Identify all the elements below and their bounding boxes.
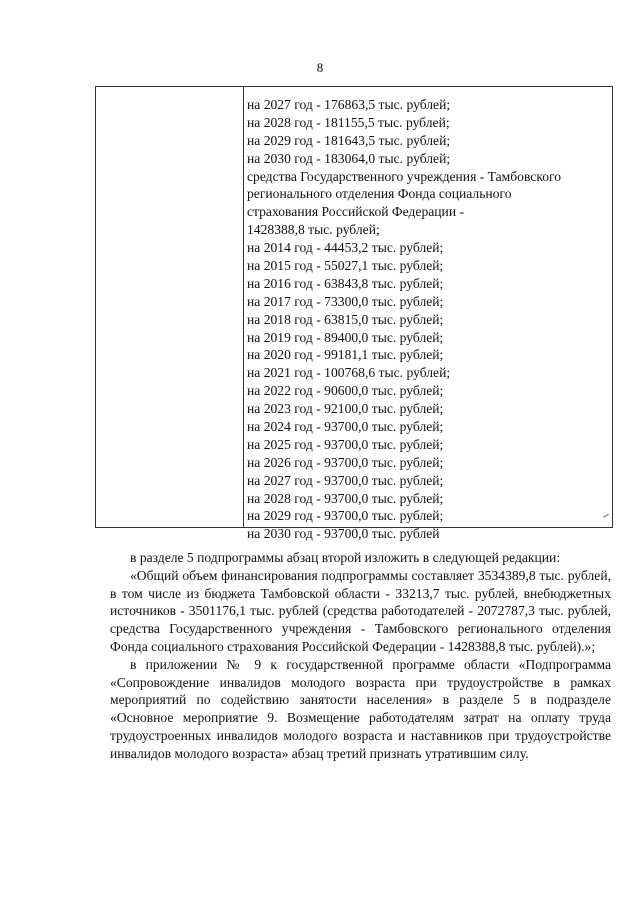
table-line: на 2025 год - 93700,0 тыс. рублей; <box>247 436 444 452</box>
table-line: на 2027 год - 176863,5 тыс. рублей; <box>247 97 451 112</box>
paragraph-financing-volume: «Общий объем финансирования подпрограммы составляет 3534389,8 тыс. рублей, в том числе из бюджета Тамбовской области - 33213,7 тыс. рублей, внебюджетных источников - 3501176,1 тыс. рублей (средства работодателей - 2072787,3 тыс. рублей, средства Государственного учреждения - Тамбовского регионального отделения Фонда социального страхования Российской Федерации - 1428388,8 тыс. рублей).»; <box>110 567 611 654</box>
table-line: на 2030 год - 93700,0 тыс. рублей <box>247 526 440 542</box>
table-line: регионального отделения Фонда социального <box>247 186 512 202</box>
table-line: на 2024 год - 93700,0 тыс. рублей; <box>247 419 444 435</box>
table-line: на 2029 год - 93700,0 тыс. рублей; <box>247 508 444 524</box>
table-line: 1428388,8 тыс. рублей; <box>247 222 380 238</box>
table-line: на 2026 год - 93700,0 тыс. рублей; <box>247 454 444 470</box>
page-number: 8 <box>316 60 324 75</box>
table-line: на 2022 год - 90600,0 тыс. рублей; <box>247 383 444 399</box>
table-line: на 2029 год - 181643,5 тыс. рублей; <box>247 132 451 148</box>
table-column-divider <box>243 86 244 528</box>
table-line: на 2017 год - 73300,0 тыс. рублей; <box>247 293 444 309</box>
table-line: страхования Российской Федерации - <box>247 204 465 220</box>
paragraph-section5-intro: в разделе 5 подпрограммы абзац второй изложить в следующей редакции: <box>130 550 561 565</box>
table-line: средства Государственного учреждения - Тамбовского <box>247 168 562 184</box>
table-line: на 2015 год - 55027,1 тыс. рублей; <box>247 258 444 274</box>
table-line: на 2019 год - 89400,0 тыс. рублей; <box>247 329 444 345</box>
document-body <box>110 549 611 763</box>
table-line: на 2020 год - 99181,1 тыс. рублей; <box>247 347 444 363</box>
table-cell-financing <box>247 96 609 543</box>
paragraph-appendix9: в приложении № 9 к государственной программе области «Подпрограмма «Сопровождение инвалидов молодого возраста при трудоустройстве в рамках мероприятий по содействию занятости населения» в разделе 5 в подразделе «Основное мероприятие 9. Возмещение работодателям затрат на оплату труда трудоустроенных инвалидов молодого возраста и наставников при трудоустройстве инвалидов молодого возраста» абзац третий признать утратившим силу. <box>110 656 611 761</box>
table-line: на 2028 год - 93700,0 тыс. рублей; <box>247 490 444 506</box>
table-line: на 2016 год - 63843,8 тыс. рублей; <box>247 275 444 291</box>
table-line: на 2030 год - 183064,0 тыс. рублей; <box>247 150 451 166</box>
table-line: на 2021 год - 100768,6 тыс. рублей; <box>247 365 451 381</box>
table-line: на 2018 год - 63815,0 тыс. рублей; <box>247 311 444 327</box>
table-line: на 2028 год - 181155,5 тыс. рублей; <box>247 114 450 130</box>
table-line: на 2023 год - 92100,0 тыс. рублей; <box>247 401 444 417</box>
table-line: на 2014 год - 44453,2 тыс. рублей; <box>247 240 444 256</box>
table-line: на 2027 год - 93700,0 тыс. рублей; <box>247 472 444 488</box>
